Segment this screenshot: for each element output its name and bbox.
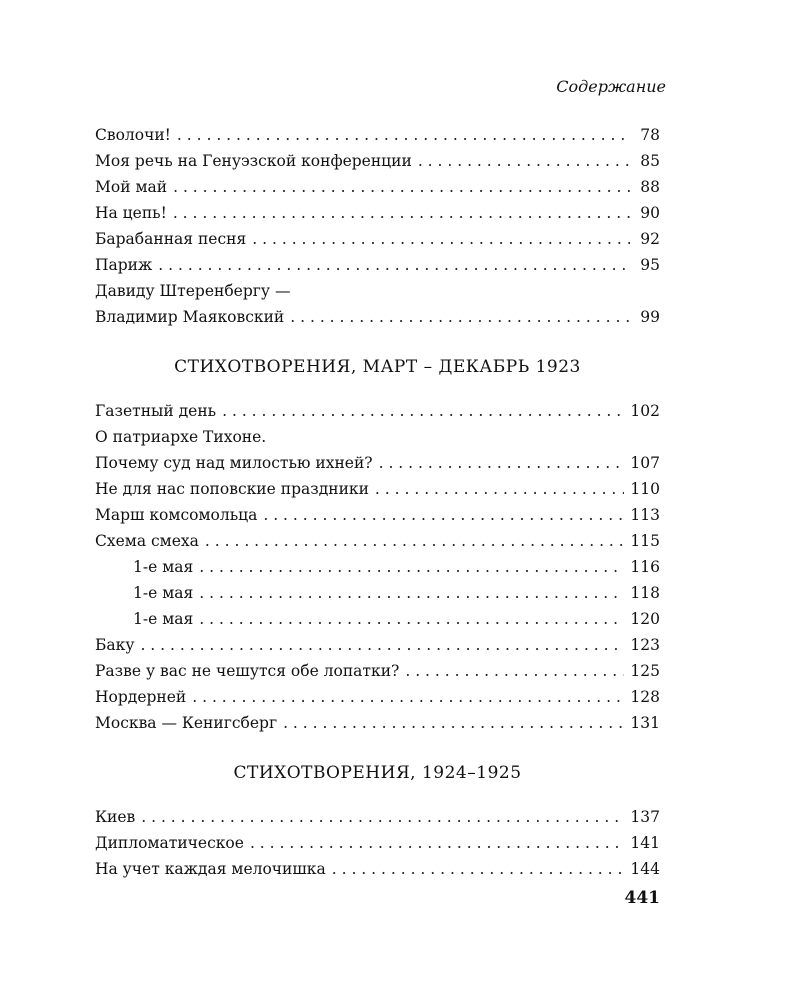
toc-entry-page: 144	[630, 860, 660, 878]
toc-entry-title: Схема смеха	[95, 532, 199, 550]
dot-leader	[332, 856, 625, 882]
toc-entry-title: Не для нас поповские праздники	[95, 480, 369, 498]
dot-leader	[290, 304, 630, 330]
toc-entry	[95, 830, 660, 856]
toc-entry-page: 88	[640, 178, 660, 196]
toc-page	[95, 70, 666, 882]
dot-leader	[199, 580, 624, 606]
dot-leader	[375, 476, 624, 502]
dot-leader	[379, 450, 625, 476]
dot-leader	[250, 830, 624, 856]
toc-entry-title: Мой май	[95, 178, 168, 196]
dot-leader	[199, 554, 624, 580]
dot-leader	[283, 710, 624, 736]
dot-leader	[263, 502, 624, 528]
toc-entry-title: Баку	[95, 636, 135, 654]
toc-entry-title: Моя речь на Генуэзской конференции	[95, 152, 412, 170]
toc-entry-page: 131	[630, 714, 660, 732]
section-heading: СТИХОТВОРЕНИЯ, 1924–1925	[233, 763, 522, 783]
dot-leader	[205, 528, 625, 554]
page-number: 441	[624, 888, 660, 908]
toc-entry-page: 90	[640, 204, 660, 222]
toc-entry-title: Марш комсомольца	[95, 506, 258, 524]
dot-leader	[222, 398, 624, 424]
toc-entry-page: 125	[630, 662, 660, 680]
toc-entry-page: 120	[630, 610, 660, 628]
toc-entry-page: 141	[630, 834, 660, 852]
running-header: Содержание	[556, 77, 666, 96]
dot-leader	[199, 606, 624, 632]
toc-entry-title: Сволочи!	[95, 126, 171, 144]
toc-entry-page: 92	[640, 230, 660, 248]
toc-entry	[95, 856, 660, 882]
toc-entry	[95, 424, 660, 450]
toc-entry-page: 113	[630, 506, 660, 524]
toc-entry	[95, 580, 660, 606]
toc-entry	[95, 710, 660, 736]
dot-leader	[405, 658, 624, 684]
toc-entry	[95, 148, 660, 174]
toc-entry	[95, 122, 660, 148]
toc-entry-title: 1-е мая	[133, 584, 194, 602]
toc-entry	[95, 398, 660, 424]
toc-entry	[95, 226, 660, 252]
toc-entry	[95, 632, 660, 658]
spacer	[95, 104, 660, 122]
table-of-contents	[95, 122, 660, 882]
dot-leader	[141, 804, 624, 830]
toc-entry	[95, 606, 660, 632]
toc-entry-title: Киев	[95, 808, 136, 826]
toc-entry	[95, 528, 660, 554]
toc-entry-page: 116	[630, 558, 660, 576]
toc-entry	[95, 278, 660, 304]
toc-entry-title: 1-е мая	[133, 558, 194, 576]
dot-leader	[173, 174, 630, 200]
toc-entry-title: Давиду Штеренбергу —	[95, 282, 291, 300]
section-heading: СТИХОТВОРЕНИЯ, МАРТ – ДЕКАБРЬ 1923	[174, 357, 581, 377]
dot-leader	[418, 148, 630, 174]
toc-entry-page: 95	[640, 256, 660, 274]
toc-entry-page: 123	[630, 636, 660, 654]
toc-entry-title: Москва — Кенигсберг	[95, 714, 278, 732]
toc-entry-title: Разве у вас не чешутся обе лопатки?	[95, 662, 400, 680]
toc-entry-page: 128	[630, 688, 660, 706]
toc-entry-title: Почему суд над милостью ихней?	[95, 454, 373, 472]
toc-entry-title: Нордерней	[95, 688, 187, 706]
toc-entry	[95, 684, 660, 710]
toc-entry	[95, 658, 660, 684]
toc-entry	[95, 476, 660, 502]
toc-entry-page: 110	[630, 480, 660, 498]
toc-entry	[95, 502, 660, 528]
dot-leader	[177, 122, 630, 148]
toc-entry-page: 137	[630, 808, 660, 826]
toc-entry-title: Барабанная песня	[95, 230, 247, 248]
toc-entry-page: 85	[640, 152, 660, 170]
toc-entry	[95, 252, 660, 278]
dot-leader	[173, 200, 630, 226]
toc-entry	[95, 450, 660, 476]
toc-entry-title: Париж	[95, 256, 153, 274]
dot-leader	[192, 684, 624, 710]
toc-entry-page: 78	[640, 126, 660, 144]
toc-entry-page: 118	[630, 584, 660, 602]
toc-entry	[95, 200, 660, 226]
dot-leader	[252, 226, 630, 252]
toc-entry-page: 102	[630, 402, 660, 420]
toc-entry-page: 107	[630, 454, 660, 472]
toc-entry	[95, 554, 660, 580]
toc-entry	[95, 304, 660, 330]
toc-entry-page: 99	[640, 308, 660, 326]
toc-entry-title: На учет каждая мелочишка	[95, 860, 326, 878]
toc-entry-title: 1-е мая	[133, 610, 194, 628]
dot-leader	[140, 632, 624, 658]
toc-entry	[95, 174, 660, 200]
toc-entry-title: Газетный день	[95, 402, 217, 420]
toc-entry-page: 115	[630, 532, 660, 550]
toc-entry-title: О патриархе Тихоне.	[95, 428, 267, 446]
toc-entry	[95, 804, 660, 830]
toc-entry-title: Владимир Маяковский	[95, 308, 285, 326]
dot-leader	[158, 252, 630, 278]
toc-entry-title: Дипломатическое	[95, 834, 244, 852]
toc-entry-title: На цепь!	[95, 204, 167, 222]
